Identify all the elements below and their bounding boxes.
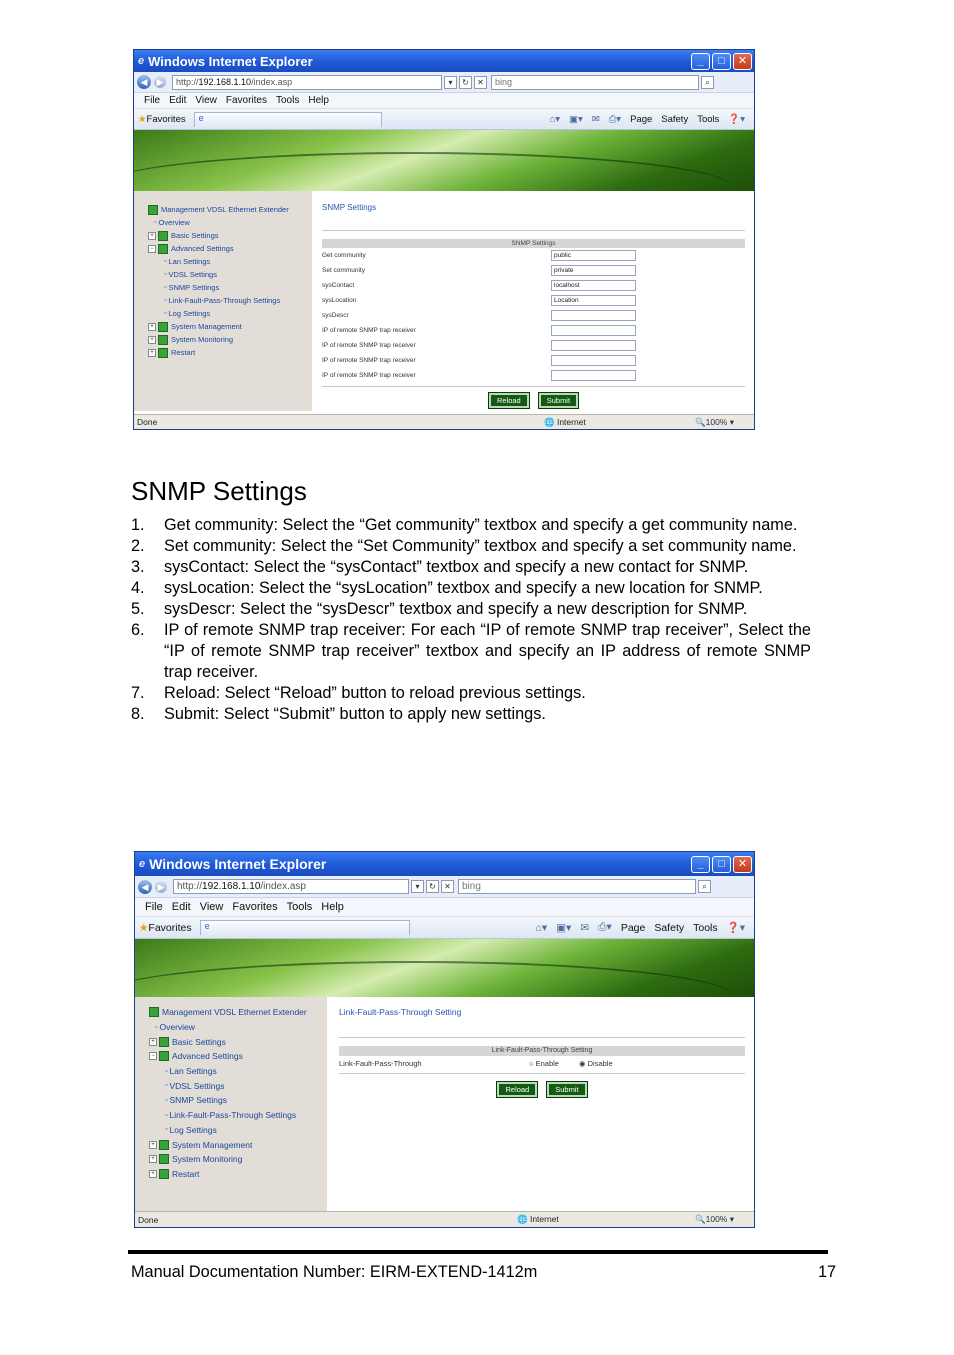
url-host: 192.168.1.10 <box>202 881 261 892</box>
page-content <box>135 997 754 1219</box>
section-heading: SNMP Settings <box>131 476 307 506</box>
tree-item-vdsl[interactable] <box>148 268 312 281</box>
tree-item-sysmon[interactable] <box>148 333 312 346</box>
menu-help[interactable]: Help <box>321 901 344 913</box>
search-placeholder: bing <box>462 881 481 892</box>
item-number: 1. <box>131 516 145 534</box>
search-icon[interactable]: ⌕ <box>698 880 711 893</box>
folder-icon <box>158 322 168 332</box>
trap-receiver-row <box>322 353 745 368</box>
menu-edit[interactable]: Edit <box>171 901 191 913</box>
mail-icon[interactable]: ✉ <box>591 113 600 125</box>
tree-label: VDSL Settings <box>169 1080 225 1091</box>
tree-label: Basic Settings <box>171 231 219 240</box>
page-icon: ▫ <box>164 310 167 317</box>
button-row <box>322 393 745 408</box>
trap-receiver-input[interactable] <box>551 325 636 336</box>
tree-label: System Management <box>171 322 242 331</box>
list-item <box>131 683 811 704</box>
disable-label: Disable <box>587 1059 613 1068</box>
tree-label: System Monitoring <box>172 1154 243 1165</box>
tree-item-lfpt[interactable] <box>149 1108 327 1123</box>
sysdescr-row <box>322 308 745 323</box>
dropdown-icon[interactable]: ▾ <box>444 76 457 89</box>
field-label: IP of remote SNMP trap receiver <box>322 357 416 364</box>
header-banner <box>135 939 754 997</box>
page-title: Link-Fault-Pass-Through Setting <box>339 1007 462 1017</box>
feeds-icon[interactable]: ▣▾ <box>568 113 583 125</box>
tree-root-label: Management VDSL Ethernet Extender <box>162 1007 307 1018</box>
trap-receiver-input[interactable] <box>551 355 636 366</box>
tree-item-sysmon[interactable] <box>149 1152 327 1167</box>
screenshot-lfpt-settings <box>134 851 755 1228</box>
tree-label: Link-Fault-Pass-Through Settings <box>169 1110 297 1121</box>
footer-doc-number: Manual Documentation Number: EIRM-EXTEND-1412m <box>131 1263 538 1281</box>
tree-label: SNMP Settings <box>169 1095 227 1106</box>
nav-tree <box>135 997 327 1219</box>
tree-item-lan[interactable] <box>148 255 312 268</box>
url-prefix: http:// <box>177 881 203 892</box>
zone-label: Internet <box>529 1214 559 1224</box>
page-icon: ▫ <box>165 1111 168 1119</box>
tree-item-restart[interactable] <box>149 1167 327 1182</box>
address-bar-row <box>135 876 754 898</box>
trap-receiver-row <box>322 323 745 338</box>
menu-file[interactable]: File <box>145 901 163 913</box>
item-number: 3. <box>131 558 145 576</box>
syslocation-row <box>322 293 745 308</box>
window-title: Windows Internet Explorer <box>148 53 313 69</box>
field-label: sysDescr <box>322 312 349 319</box>
tree-label: SNMP Settings <box>168 283 220 292</box>
field-label: sysLocation <box>322 297 357 304</box>
expand-icon[interactable]: + <box>149 1141 157 1149</box>
tree-label: System Management <box>172 1139 253 1150</box>
item-number: 6. <box>131 621 145 639</box>
instruction-list <box>131 515 811 725</box>
sysdescr-input[interactable] <box>551 310 636 321</box>
menu-bar <box>134 93 754 109</box>
page-icon: ▫ <box>164 258 167 265</box>
folder-icon <box>158 335 168 345</box>
submit-button[interactable]: Submit <box>547 1082 586 1097</box>
safety-menu[interactable]: Safety <box>661 113 689 125</box>
page-icon: ▫ <box>155 1023 158 1031</box>
list-item <box>131 536 811 557</box>
item-text: sysContact: Select the “sysContact” textbox and specify a new contact for SNMP. <box>164 558 749 576</box>
item-text: sysDescr: Select the “sysDescr” textbox and specify a new description for SNMP. <box>164 600 748 618</box>
expand-icon[interactable]: + <box>149 1155 157 1163</box>
favorites-button[interactable] <box>138 114 186 125</box>
tree-label: Overview <box>158 218 190 227</box>
menu-view[interactable]: View <box>199 901 224 913</box>
tree-label: Overview <box>159 1022 195 1033</box>
maximize-button[interactable]: □ <box>712 53 731 70</box>
star-icon: ★ <box>138 113 147 125</box>
window-title: Windows Internet Explorer <box>149 856 327 872</box>
nav-tree <box>134 191 312 411</box>
field-label: IP of remote SNMP trap receiver <box>322 327 416 334</box>
collapse-icon[interactable]: − <box>149 1052 157 1060</box>
forward-icon[interactable]: ▶ <box>155 881 167 893</box>
submit-button[interactable]: Submit <box>539 393 578 408</box>
ie-titlebar <box>135 852 754 876</box>
section-header: Link-Fault-Pass-Through Setting <box>339 1046 745 1056</box>
tree-label: Lan Settings <box>168 257 211 266</box>
search-icon[interactable]: ⌕ <box>701 76 714 89</box>
expand-icon[interactable]: + <box>148 336 156 344</box>
header-banner <box>134 130 754 191</box>
set-community-row <box>322 263 745 278</box>
screenshot-snmp-settings <box>133 49 755 430</box>
tree-item-sysmgmt[interactable] <box>149 1137 327 1152</box>
lfpt-row <box>339 1056 745 1071</box>
page-menu[interactable]: Page <box>620 921 646 934</box>
page-icon: ▫ <box>165 1096 168 1104</box>
page-icon: ▫ <box>165 1067 168 1075</box>
enable-label: Enable <box>535 1059 559 1068</box>
item-number: 2. <box>131 537 145 555</box>
folder-icon <box>159 1154 169 1164</box>
tree-item-advanced[interactable] <box>149 1049 327 1064</box>
tree-item-vdsl[interactable] <box>149 1078 327 1093</box>
browser-tab[interactable]: e <box>194 112 382 127</box>
page-icon: ▫ <box>164 297 167 304</box>
folder-icon <box>149 1007 159 1017</box>
close-button[interactable]: ✕ <box>733 53 752 70</box>
button-row <box>339 1082 745 1097</box>
internet-zone: 🌐 Internet <box>544 416 586 427</box>
address-bar-row <box>134 72 754 93</box>
internet-zone: 🌐 Internet <box>517 1214 559 1224</box>
syscontact-input[interactable]: localhost <box>551 280 636 291</box>
field-label: IP of remote SNMP trap receiver <box>322 372 416 379</box>
collapse-icon[interactable]: − <box>148 245 156 253</box>
favorites-label: Favorites <box>146 113 186 125</box>
search-placeholder: bing <box>495 77 513 87</box>
search-input[interactable] <box>458 879 696 894</box>
status-bar <box>134 414 754 429</box>
tools-menu[interactable]: Tools <box>697 113 720 125</box>
disable-radio[interactable]: ◉ Disable <box>578 1059 613 1068</box>
trap-receiver-row <box>322 338 745 353</box>
stop-icon[interactable]: ✕ <box>441 880 454 893</box>
divider <box>339 1073 745 1074</box>
stop-icon[interactable]: ✕ <box>474 76 487 89</box>
zoom-control[interactable]: 🔍100% ▾ <box>695 416 734 427</box>
tools-menu[interactable]: Tools <box>693 921 718 934</box>
status-text: Done <box>137 417 158 427</box>
section-header: SNMP Settings <box>322 239 745 248</box>
mail-icon[interactable]: ✉ <box>580 921 590 934</box>
search-input[interactable] <box>491 75 699 90</box>
back-icon[interactable]: ◀ <box>137 75 151 89</box>
field-label: Link-Fault-Pass-Through <box>339 1059 422 1068</box>
page-icon: ▫ <box>164 271 167 278</box>
menu-favorites[interactable]: Favorites <box>232 901 278 913</box>
star-icon: ★ <box>139 921 149 934</box>
tree-root[interactable] <box>149 1005 327 1020</box>
expand-icon[interactable]: + <box>148 232 156 240</box>
favorites-bar <box>134 109 754 130</box>
tree-label: Log Settings <box>168 309 211 318</box>
folder-icon <box>159 1169 169 1179</box>
close-button[interactable]: ✕ <box>733 856 752 873</box>
item-number: 7. <box>131 684 145 702</box>
tree-root[interactable] <box>148 203 312 216</box>
item-text: IP of remote SNMP trap receiver: For each “IP of remote SNMP trap receiver”, Select the “IP of remote SNMP trap receiver” textbox and specify an IP address of remote SNMP trap receiver. <box>164 621 811 681</box>
expand-icon[interactable]: + <box>148 349 156 357</box>
reload-button[interactable]: Reload <box>489 393 529 408</box>
folder-icon <box>159 1140 169 1150</box>
tree-label: System Monitoring <box>171 335 234 344</box>
address-input[interactable] <box>173 879 409 894</box>
list-item <box>131 578 811 599</box>
tree-item-snmp[interactable] <box>148 281 312 294</box>
item-number: 4. <box>131 579 145 597</box>
menu-bar <box>135 898 754 917</box>
ie-logo-icon: e <box>138 55 145 67</box>
list-item <box>131 620 811 683</box>
item-text: sysLocation: Select the “sysLocation” textbox and specify a new location for SNMP. <box>164 579 763 597</box>
favorites-label: Favorites <box>148 921 192 934</box>
menu-help[interactable]: Help <box>308 95 329 106</box>
folder-icon <box>158 348 168 358</box>
list-item <box>131 599 811 620</box>
url-path: /index.asp <box>260 881 306 892</box>
item-text: Set community: Select the “Set Community” textbox and specify a set community name. <box>164 537 797 555</box>
tree-label: Advanced Settings <box>172 1051 243 1062</box>
feeds-icon[interactable]: ▣▾ <box>556 921 572 934</box>
set-community-input[interactable]: private <box>551 265 636 276</box>
divider <box>322 386 745 387</box>
address-input[interactable] <box>172 75 442 90</box>
tree-label: Log Settings <box>169 1124 217 1135</box>
footer-rule <box>128 1250 828 1254</box>
field-label: sysContact <box>322 282 355 289</box>
trap-receiver-row <box>322 368 745 383</box>
tree-label: Advanced Settings <box>171 244 234 253</box>
syscontact-row <box>322 278 745 293</box>
expand-icon[interactable]: + <box>149 1038 157 1046</box>
help-icon[interactable]: ❓▾ <box>728 113 745 125</box>
enable-radio[interactable]: ○ Enable <box>529 1059 559 1068</box>
page-title: SNMP Settings <box>322 203 377 212</box>
maximize-button[interactable]: □ <box>712 856 731 873</box>
folder-icon <box>158 231 168 241</box>
zoom-level: 100% <box>705 416 728 427</box>
trap-receiver-input[interactable] <box>551 370 636 381</box>
status-bar <box>135 1211 754 1227</box>
list-item <box>131 557 811 578</box>
folder-icon <box>158 244 168 254</box>
page-icon: ▫ <box>165 1126 168 1134</box>
item-text: Submit: Select “Submit” button to apply new settings. <box>164 705 546 723</box>
favorites-button[interactable] <box>139 922 192 934</box>
lfpt-settings-panel <box>327 997 754 1219</box>
menu-tools[interactable]: Tools <box>275 95 300 106</box>
page-content <box>134 191 754 411</box>
tree-label: Restart <box>171 348 196 357</box>
folder-icon <box>159 1051 169 1061</box>
zoom-control[interactable]: 🔍100% ▾ <box>695 1214 734 1224</box>
command-bar <box>549 114 754 125</box>
ie-logo-icon: e <box>139 858 146 870</box>
command-bar <box>536 921 755 934</box>
tree-label: Link-Fault-Pass-Through Settings <box>168 296 281 305</box>
url-path: /index.asp <box>251 77 293 87</box>
tree-item-lfpt[interactable] <box>148 294 312 307</box>
divider <box>322 230 745 231</box>
home-icon[interactable]: ⌂▾ <box>535 921 548 934</box>
back-icon[interactable]: ◀ <box>138 880 152 894</box>
favorites-bar <box>135 917 754 939</box>
page-number: 17 <box>818 1263 837 1281</box>
folder-icon <box>159 1037 169 1047</box>
print-icon[interactable]: ⎙▾ <box>598 921 612 933</box>
get-community-row <box>322 248 745 263</box>
trap-receiver-input[interactable] <box>551 340 636 351</box>
page-menu[interactable]: Page <box>630 113 653 125</box>
tree-item-snmp[interactable] <box>149 1093 327 1108</box>
tree-label: Basic Settings <box>172 1036 226 1047</box>
snmp-settings-panel <box>312 191 754 411</box>
status-text: Done <box>138 1214 159 1225</box>
menu-file[interactable]: File <box>144 95 161 106</box>
dropdown-icon[interactable]: ▾ <box>411 880 424 893</box>
tree-label: Restart <box>172 1168 200 1179</box>
field-label: Get community <box>322 252 366 259</box>
help-icon[interactable]: ❓▾ <box>726 922 745 934</box>
tree-item-log[interactable] <box>149 1123 327 1138</box>
list-item <box>131 704 811 725</box>
expand-icon[interactable]: + <box>149 1170 157 1178</box>
page-icon: ▫ <box>154 219 157 226</box>
tree-item-overview[interactable] <box>149 1020 327 1035</box>
home-icon[interactable]: ⌂▾ <box>549 113 560 125</box>
minimize-button[interactable]: _ <box>691 856 710 873</box>
url-prefix: http:// <box>176 77 199 87</box>
tree-item-basic[interactable] <box>149 1034 327 1049</box>
tree-label: Lan Settings <box>169 1066 217 1077</box>
zone-label: Internet <box>556 416 586 427</box>
ie-titlebar <box>134 50 754 72</box>
field-label: Set community <box>322 267 365 274</box>
tree-root-label: Management VDSL Ethernet Extender <box>161 205 289 214</box>
page-icon: ▫ <box>165 1082 168 1090</box>
forward-icon[interactable]: ▶ <box>154 76 166 88</box>
tree-item-advanced[interactable] <box>148 242 312 255</box>
item-number: 8. <box>131 705 145 723</box>
folder-icon <box>148 205 158 215</box>
item-text: Get community: Select the “Get community” textbox and specify a get community name. <box>164 516 798 534</box>
tree-item-lan[interactable] <box>149 1064 327 1079</box>
url-host: 192.168.1.10 <box>198 77 252 87</box>
zoom-level: 100% <box>705 1214 728 1224</box>
menu-view[interactable]: View <box>195 95 217 106</box>
refresh-icon[interactable]: ↻ <box>426 880 439 893</box>
item-number: 5. <box>131 600 145 618</box>
reload-button[interactable]: Reload <box>497 1082 537 1097</box>
tree-item-overview[interactable] <box>148 216 312 229</box>
safety-menu[interactable]: Safety <box>654 921 685 934</box>
tree-label: VDSL Settings <box>168 270 217 279</box>
expand-icon[interactable]: + <box>148 323 156 331</box>
tree-item-basic[interactable] <box>148 229 312 242</box>
tree-item-restart[interactable] <box>148 346 312 359</box>
menu-favorites[interactable]: Favorites <box>225 95 267 106</box>
tree-item-sysmgmt[interactable] <box>148 320 312 333</box>
print-icon[interactable]: ⎙▾ <box>608 113 622 125</box>
menu-tools[interactable]: Tools <box>286 901 313 913</box>
menu-edit[interactable]: Edit <box>169 95 187 106</box>
minimize-button[interactable]: _ <box>691 53 710 70</box>
refresh-icon[interactable]: ↻ <box>459 76 472 89</box>
page-icon: ▫ <box>164 284 167 291</box>
divider <box>339 1037 745 1038</box>
field-label: IP of remote SNMP trap receiver <box>322 342 416 349</box>
tree-item-log[interactable] <box>148 307 312 320</box>
list-item <box>131 515 811 536</box>
browser-tab[interactable]: e <box>200 920 410 935</box>
item-text: Reload: Select “Reload” button to reload previous settings. <box>164 684 586 702</box>
get-community-input[interactable]: public <box>551 250 636 261</box>
syslocation-input[interactable]: Location <box>551 295 636 306</box>
